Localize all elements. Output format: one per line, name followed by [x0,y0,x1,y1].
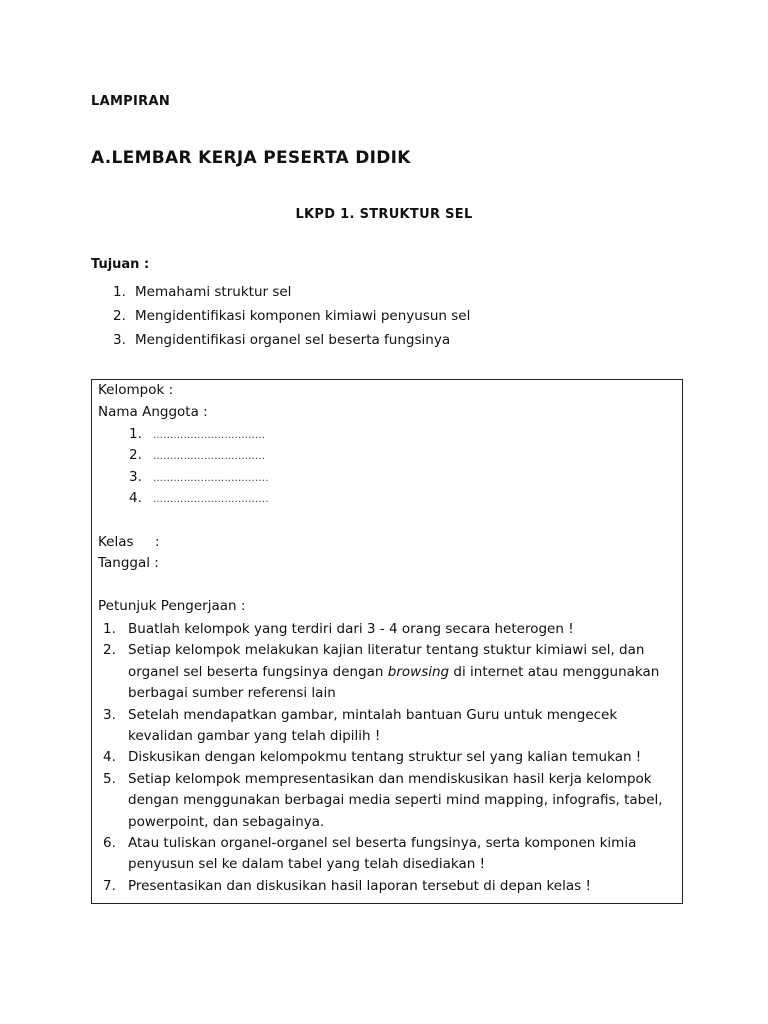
member-number: 2. [129,447,142,463]
list-text [128,640,673,704]
list-number: 1. [103,621,116,637]
nama-anggota-label: Nama Anggota : [98,404,208,420]
list-text: Presentasikan dan diskusikan hasil laporan tersebut di depan kelas ! [128,877,591,894]
member-blank: ……………………………. [153,473,269,484]
petunjuk-label: Petunjuk Pengerjaan : [98,598,246,614]
italic-term: browsing [387,663,450,680]
member-line [129,426,265,442]
tujuan-label: Tujuan : [91,257,150,272]
list-item [103,619,673,640]
list-number: 1. [113,284,126,300]
list-item [103,876,673,897]
list-item [103,705,673,748]
list-number: 2. [113,308,126,324]
list-text: Mengidentifikasi organel sel beserta fungsinya [135,332,451,348]
member-blank: ……………………………. [153,494,269,505]
list-item [103,747,673,768]
list-text: Diskusikan dengan kelompokmu tentang struktur sel yang kalian temukan ! [128,749,642,766]
member-number: 3. [129,469,142,485]
list-text: Setiap kelompok mempresentasikan dan mendiskusikan hasil kerja kelompok dengan menggunakan berbagai media seperti mind mapping, infografis, tabel, powerpoint, dan sebagainya. [128,770,663,830]
list-text: Mengidentifikasi komponen kimiawi penyusun sel [135,308,471,324]
instruction-list [103,619,673,897]
list-number: 7. [103,877,116,894]
tujuan-list [113,280,713,352]
list-item [103,769,673,833]
text-segment: di internet atau menggunakan berbagai sumber referensi lain [128,663,660,702]
list-item [103,640,673,704]
list-number: 5. [103,770,116,787]
list-item [113,280,713,304]
list-item [113,328,713,352]
list-item [103,833,673,876]
list-number: 2. [103,642,116,659]
kelas-label: Kelas : [98,534,160,550]
list-text: Memahami struktur sel [135,284,292,300]
list-text: Atau tuliskan organel-organel sel beserta fungsinya, serta komponen kimia penyusun sel ke dalam tabel yang telah disediakan ! [128,835,637,873]
list-number: 3. [103,706,116,723]
member-number: 1. [129,426,142,442]
list-item [113,304,713,328]
list-number: 3. [113,332,126,348]
member-blank: …………………………… [153,430,266,441]
list-text: Setelah mendapatkan gambar, mintalah bantuan Guru untuk mengecek kevalidan gambar yang telah dipilih ! [128,706,618,745]
tanggal-label: Tanggal : [98,555,159,571]
member-blank: …………………………… [153,451,266,462]
list-number: 6. [103,835,116,852]
lkpd-title: LKPD 1. STRUKTUR SEL [295,207,473,222]
text-segment: Setiap kelompok melakukan kajian literatur tentang stuktur kimiawi sel, dan organel sel beserta fungsinya dengan [128,642,645,680]
member-number: 4. [129,490,142,506]
member-line [129,447,265,463]
list-text: Buatlah kelompok yang terdiri dari 3 - 4 orang secara heterogen ! [128,621,574,637]
section-title: A.LEMBAR KERJA PESERTA DIDIK [91,148,411,168]
kelompok-label: Kelompok : [98,382,174,398]
member-line [129,490,269,506]
lampiran-heading: LAMPIRAN [91,94,170,109]
worksheet-box [91,379,683,904]
member-line [129,469,269,485]
list-number: 4. [103,749,116,766]
